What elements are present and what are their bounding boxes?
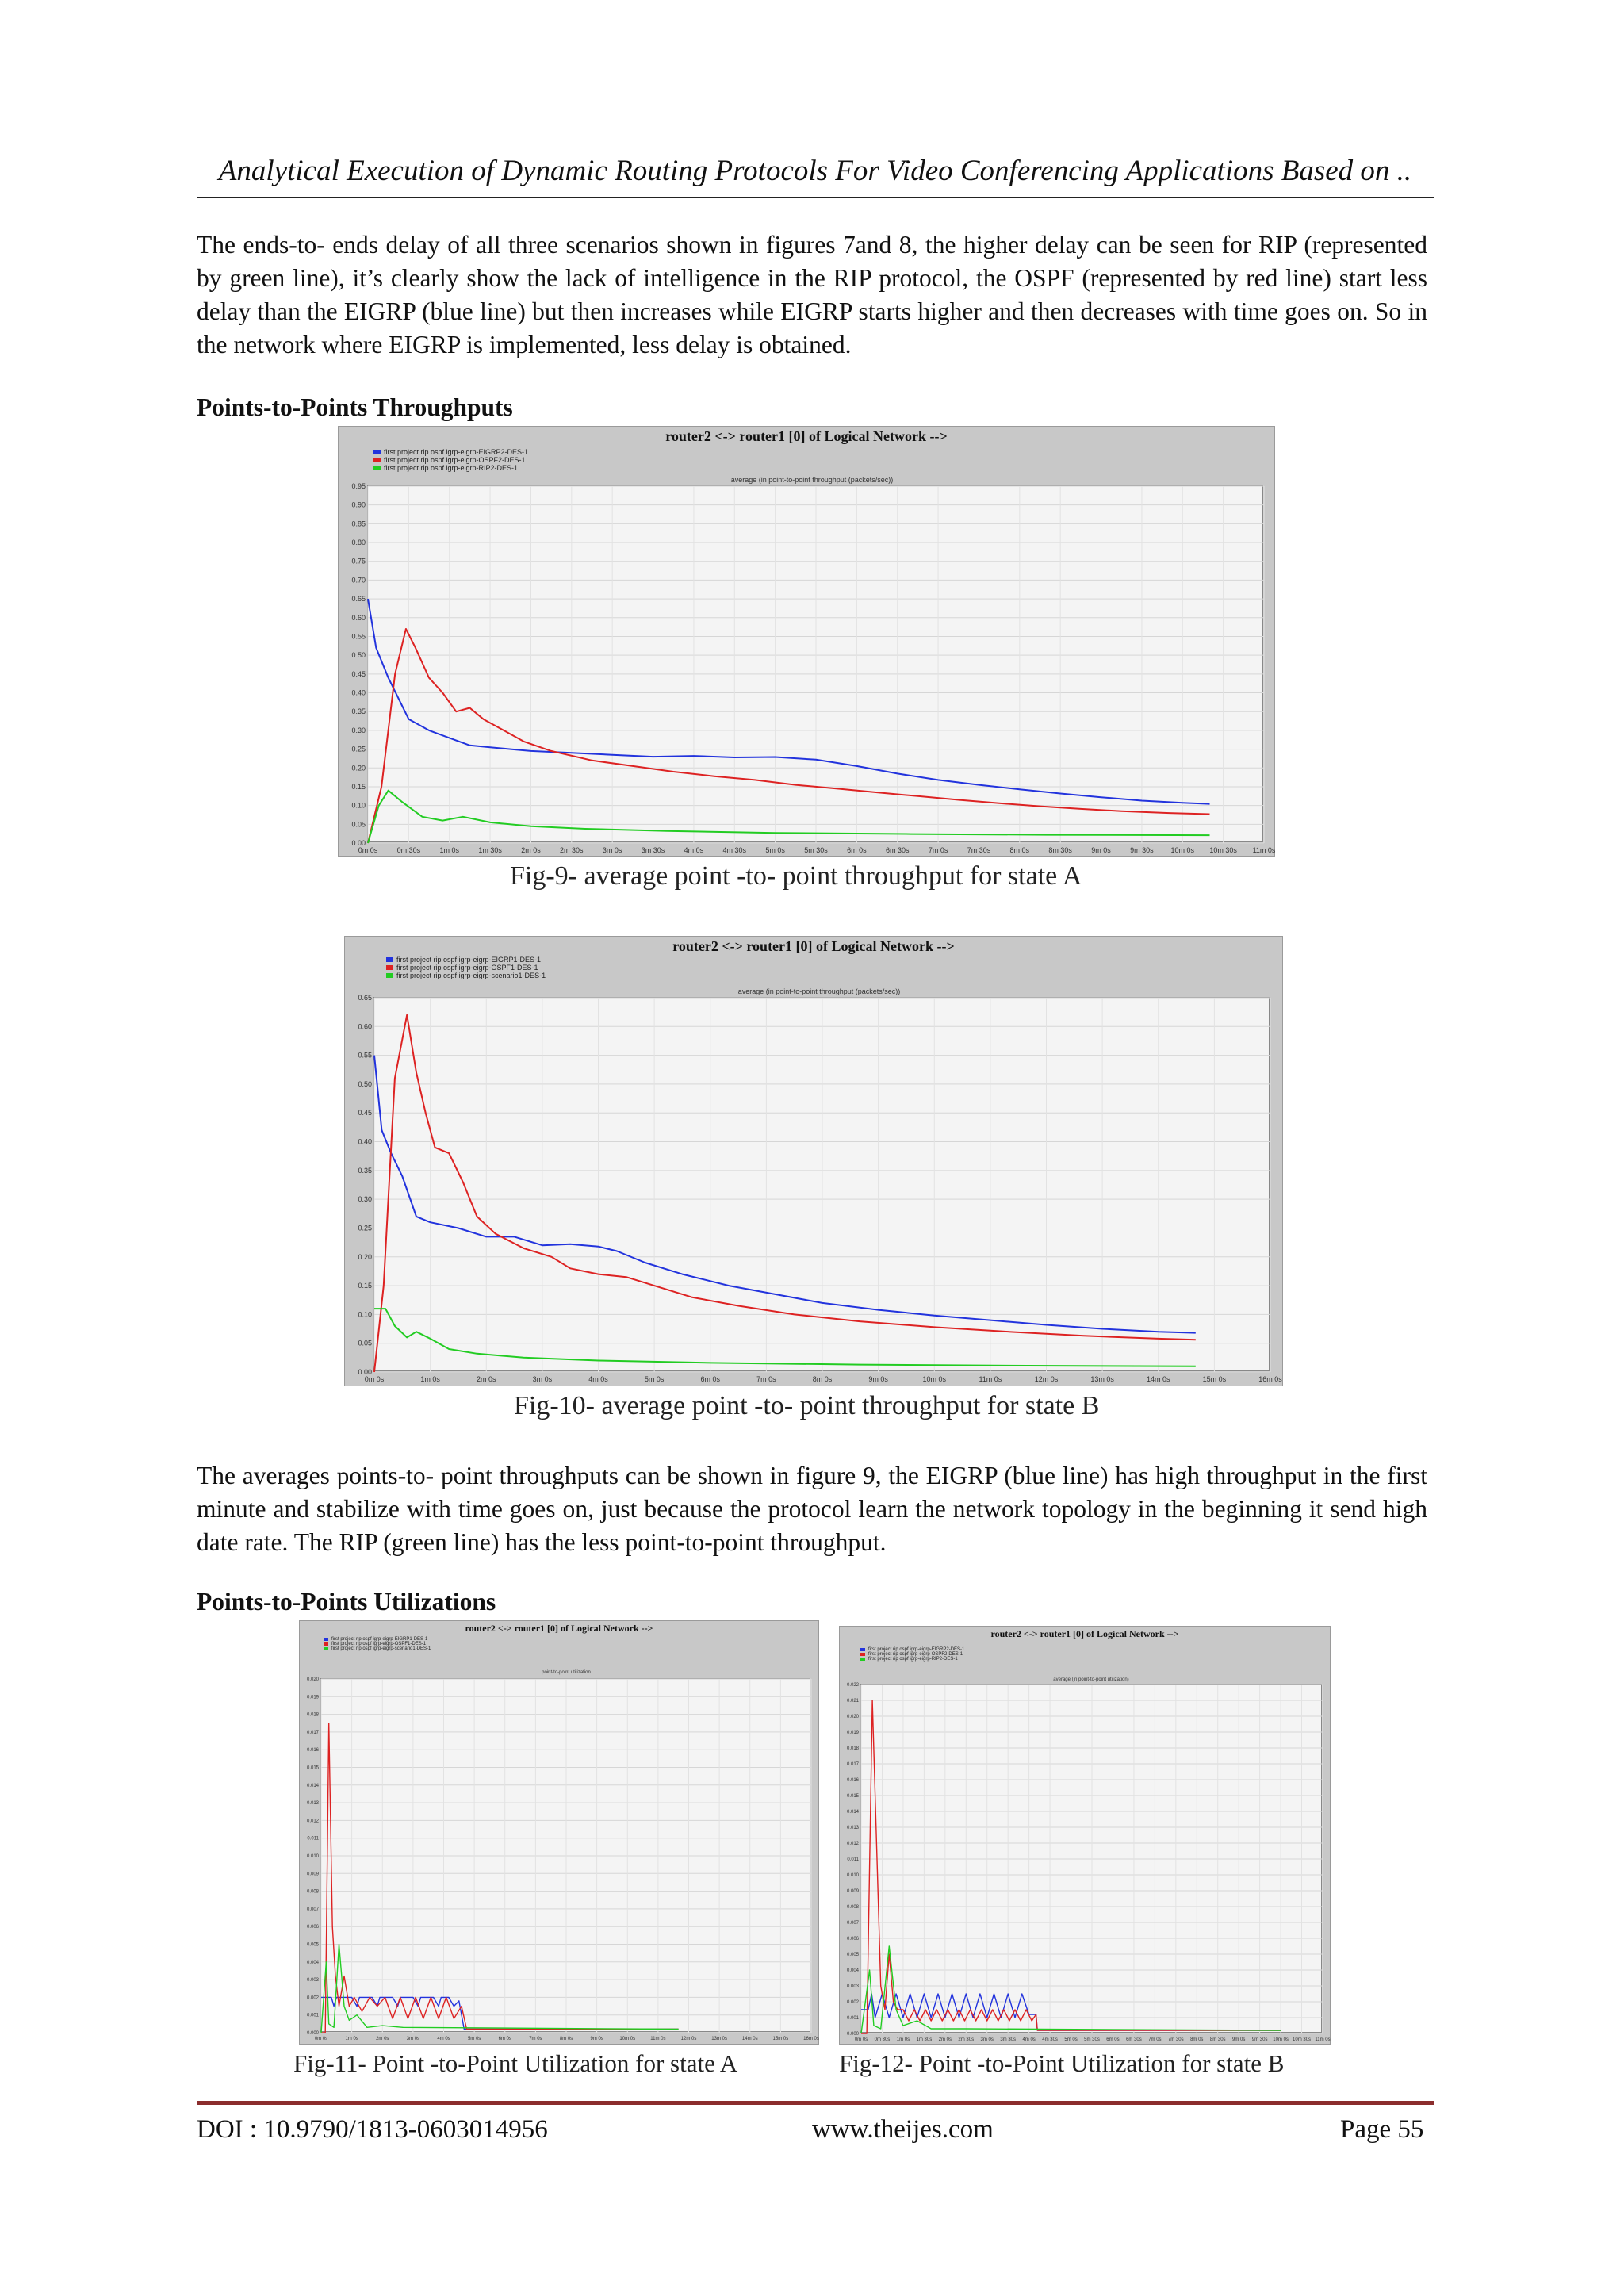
y-tick-label: 0.35 [351, 707, 366, 716]
y-tick-label: 0.60 [351, 613, 366, 622]
chart-title: router2 <-> router1 [0] of Logical Network --> [465, 1623, 653, 1634]
y-tick-label: 0.45 [351, 669, 366, 678]
x-tick-label: 3m 30s [641, 846, 665, 854]
chart-statistic: average (in point-to-point throughput (packets/sec)) [737, 987, 901, 995]
y-tick-label: 0.35 [358, 1166, 372, 1175]
y-tick-label: 0.05 [351, 820, 366, 829]
figure-11-chart [299, 1620, 819, 2045]
heading-utilizations: Points-to-Points Utilizations [197, 1588, 496, 1616]
legend-entry-rip: first project rip ospf igrp-eigrp-RIP2-DES-1 [373, 464, 528, 472]
y-tick-label: 0.006 [846, 1937, 859, 1941]
series-line-ospf [368, 629, 1210, 843]
footer-website[interactable]: www.theijes.com [812, 2115, 994, 2144]
x-tick-label: 5m 0s [467, 2037, 481, 2041]
y-tick-label: 0.005 [306, 1942, 319, 1948]
x-tick-label: 9m 0s [868, 1375, 888, 1383]
y-tick-label: 0.002 [306, 1995, 319, 2001]
x-tick-label: 8m 30s [1209, 2037, 1226, 2042]
figure-12-chart [839, 1626, 1331, 2045]
y-tick-label: 0.008 [846, 1905, 859, 1910]
x-tick-label: 6m 30s [885, 846, 910, 854]
x-tick-label: 2m 0s [938, 2037, 952, 2042]
series-line-eigrp [368, 599, 1210, 804]
x-tick-label: 4m 0s [1022, 2037, 1036, 2042]
y-tick-label: 0.003 [846, 1984, 859, 1989]
y-tick-label: 0.10 [358, 1310, 372, 1319]
plot-area [351, 482, 1276, 854]
x-tick-label: 6m 0s [700, 1375, 721, 1383]
x-tick-label: 5m 0s [644, 1375, 665, 1383]
y-tick-label: 0.004 [306, 1960, 319, 1965]
x-tick-label: 7m 0s [529, 2037, 542, 2041]
y-tick-label: 0.004 [846, 1968, 859, 1973]
x-tick-label: 11m 0s [979, 1375, 1002, 1383]
x-tick-label: 2m 30s [560, 846, 584, 854]
x-tick-label: 16m 0s [803, 2037, 819, 2041]
y-tick-label: 0.40 [358, 1137, 372, 1146]
x-tick-label: 6m 0s [498, 2037, 511, 2041]
plot-svg [306, 1677, 819, 2041]
paragraph-throughput: The averages points-to- point throughputs can be shown in figure 9, the EIGRP (blue line) has high throughput in the first minute and stabilize with time goes on, just because the protocol learn the network topology in the beginning it send high date rate. The RIP (green line) has the less point-to-point throughput. [197, 1462, 1427, 1556]
footer-rule [197, 2101, 1434, 2105]
x-tick-label: 15m 0s [1202, 1375, 1227, 1383]
x-tick-label: 6m 0s [847, 846, 867, 854]
plot-area [846, 1683, 1331, 2042]
x-tick-label: 1m 0s [896, 2037, 910, 2042]
plot-area [306, 1677, 819, 2041]
y-tick-label: 0.017 [846, 1762, 859, 1767]
x-tick-label: 3m 0s [532, 1375, 553, 1383]
y-tick-label: 0.00 [358, 1368, 372, 1376]
y-tick-label: 0.25 [358, 1224, 372, 1232]
x-tick-label: 15m 0s [772, 2037, 789, 2041]
x-tick-label: 5m 30s [804, 846, 828, 854]
x-tick-label: 0m 0s [854, 2037, 868, 2042]
y-tick-label: 0.020 [846, 1715, 859, 1719]
x-tick-label: 3m 0s [980, 2037, 994, 2042]
x-tick-label: 0m 30s [874, 2037, 891, 2042]
y-tick-label: 0.013 [306, 1801, 319, 1807]
y-tick-label: 0.018 [306, 1712, 319, 1718]
y-tick-label: 0.000 [306, 2031, 319, 2036]
series-line-rip [321, 1945, 679, 2033]
y-tick-label: 0.016 [846, 1778, 859, 1783]
plot-svg [846, 1683, 1331, 2042]
x-tick-label: 10m 0s [619, 2037, 636, 2041]
chart-statistic: point-to-point utilization [542, 1670, 591, 1675]
y-tick-label: 0.009 [846, 1889, 859, 1894]
chart-statistic: average (in point-to-point utilization) [1053, 1677, 1129, 1682]
y-tick-label: 0.019 [846, 1731, 859, 1735]
y-tick-label: 0.011 [307, 1836, 319, 1842]
y-tick-label: 0.007 [846, 1921, 859, 1926]
x-tick-label: 4m 0s [437, 2037, 450, 2041]
chart-legend [324, 1637, 431, 1651]
legend-entry-ospf: first project rip ospf igrp-eigrp-OSPF1-DES-1 [386, 964, 546, 972]
legend-entry-eigrp: first project rip ospf igrp-eigrp-EIGRP2-DES-1 [373, 448, 528, 456]
series-line-rip [374, 1309, 1196, 1366]
x-tick-label: 9m 30s [1251, 2037, 1268, 2042]
y-tick-label: 0.013 [846, 1826, 859, 1830]
chart-statistic: average (in point-to-point throughput (packets/sec)) [730, 476, 894, 484]
x-tick-label: 2m 30s [958, 2037, 975, 2042]
series-line-eigrp [374, 1056, 1196, 1333]
x-tick-label: 8m 30s [1048, 846, 1072, 854]
x-tick-label: 12m 0s [1034, 1375, 1059, 1383]
y-tick-label: 0.018 [846, 1746, 859, 1751]
series-line-ospf [374, 1015, 1196, 1372]
chart-title: router2 <-> router1 [0] of Logical Network --> [672, 938, 955, 954]
x-tick-label: 1m 30s [478, 846, 502, 854]
y-tick-label: 0.010 [846, 1873, 859, 1878]
y-tick-label: 0.30 [358, 1195, 372, 1204]
y-tick-label: 0.55 [358, 1051, 372, 1060]
y-tick-label: 0.014 [846, 1810, 859, 1815]
x-tick-label: 9m 0s [590, 2037, 603, 2041]
legend-entry-eigrp: first project rip ospf igrp-eigrp-EIGRP1-DES-1 [324, 1637, 431, 1642]
x-tick-label: 0m 30s [396, 846, 421, 854]
y-tick-label: 0.001 [846, 2016, 859, 2021]
y-tick-label: 0.45 [358, 1109, 372, 1117]
x-tick-label: 11m 0s [1252, 846, 1276, 854]
x-tick-label: 7m 0s [1148, 2037, 1162, 2042]
figure-11-caption: Fig-11- Point -to-Point Utilization for state A [293, 2049, 738, 2077]
y-tick-label: 0.008 [306, 1889, 319, 1895]
y-tick-label: 0.75 [351, 557, 366, 565]
x-tick-label: 10m 30s [1209, 846, 1237, 854]
x-tick-label: 2m 0s [521, 846, 541, 854]
y-tick-label: 0.95 [351, 482, 366, 490]
x-tick-label: 7m 30s [1167, 2037, 1184, 2042]
y-tick-label: 0.15 [351, 782, 366, 791]
x-tick-label: 10m 0s [1170, 846, 1195, 854]
y-tick-label: 0.014 [306, 1783, 319, 1788]
x-tick-label: 11m 0s [1315, 2037, 1331, 2042]
x-tick-label: 10m 0s [922, 1375, 947, 1383]
x-tick-label: 12m 0s [680, 2037, 697, 2041]
y-tick-label: 0.011 [847, 1857, 859, 1862]
y-tick-label: 0.002 [846, 2000, 859, 2005]
x-tick-label: 4m 0s [588, 1375, 608, 1383]
y-tick-label: 0.006 [306, 1925, 319, 1930]
x-tick-label: 4m 30s [1042, 2037, 1058, 2042]
y-tick-label: 0.016 [306, 1748, 319, 1754]
y-tick-label: 0.10 [351, 801, 366, 810]
y-tick-label: 0.20 [351, 764, 366, 772]
figure-10-caption: Fig-10- average point -to- point throughput for state B [514, 1391, 1100, 1420]
x-tick-label: 2m 0s [376, 2037, 389, 2041]
x-tick-label: 0m 0s [364, 1375, 385, 1383]
x-tick-label: 6m 0s [1106, 2037, 1120, 2042]
legend-entry-eigrp: first project rip ospf igrp-eigrp-EIGRP1-DES-1 [386, 956, 546, 964]
y-tick-label: 0.60 [358, 1022, 372, 1031]
x-tick-label: 0m 0s [314, 2037, 328, 2041]
legend-entry-rip: first project rip ospf igrp-eigrp-RIP2-DES-1 [860, 1657, 964, 1662]
y-tick-label: 0.85 [351, 519, 366, 528]
y-tick-label: 0.009 [306, 1872, 319, 1877]
x-tick-label: 4m 30s [722, 846, 747, 854]
y-tick-label: 0.20 [358, 1252, 372, 1261]
y-tick-label: 0.50 [358, 1079, 372, 1088]
x-tick-label: 13m 0s [711, 2037, 727, 2041]
legend-entry-ospf: first project rip ospf igrp-eigrp-OSPF1-DES-1 [324, 1642, 431, 1646]
plot-svg [358, 994, 1282, 1383]
chart-title: router2 <-> router1 [0] of Logical Network --> [990, 1628, 1179, 1639]
y-tick-label: 0.65 [358, 994, 372, 1002]
figure-9-chart [338, 426, 1275, 857]
series-line-eigrp [321, 1997, 679, 2029]
y-tick-label: 0.012 [846, 1842, 859, 1846]
y-tick-label: 0.05 [358, 1339, 372, 1347]
x-tick-label: 8m 0s [812, 1375, 833, 1383]
x-tick-label: 2m 0s [476, 1375, 496, 1383]
y-tick-label: 0.80 [351, 539, 366, 547]
y-tick-label: 0.021 [846, 1699, 859, 1704]
footer-page-number: Page 55 [1340, 2115, 1424, 2144]
legend-entry-rip: first project rip ospf igrp-eigrp-scenario1-DES-1 [386, 972, 546, 979]
x-tick-label: 1m 30s [916, 2037, 933, 2042]
x-tick-label: 8m 0s [1009, 846, 1030, 854]
chart-title: router2 <-> router1 [0] of Logical Network --> [665, 428, 948, 444]
x-tick-label: 6m 30s [1126, 2037, 1142, 2042]
x-tick-label: 5m 0s [1064, 2037, 1078, 2042]
paragraph-delay: The ends-to- ends delay of all three scenarios shown in figures 7and 8, the higher delay can be seen for RIP (represented by green line), it’s clearly show the lack of intelligence in the RIP protocol, the OSPF (represented by red line) start less delay than the EIGRP (blue line) but then increases while EIGRP starts higher and then decreases with time goes on. So in the network where EIGRP is implemented, less delay is obtained. [197, 231, 1427, 358]
y-tick-label: 0.000 [846, 2032, 859, 2037]
x-tick-label: 8m 0s [559, 2037, 573, 2041]
x-tick-label: 3m 0s [602, 846, 622, 854]
legend-entry-ospf: first project rip ospf igrp-eigrp-OSPF2-DES-1 [860, 1652, 964, 1657]
y-tick-label: 0.010 [306, 1854, 319, 1859]
chart-legend [860, 1647, 964, 1662]
y-tick-label: 0.003 [306, 1978, 319, 1984]
x-tick-label: 7m 0s [928, 846, 948, 854]
legend-entry-ospf: first project rip ospf igrp-eigrp-OSPF2-DES-1 [373, 456, 528, 464]
x-tick-label: 1m 0s [345, 2037, 358, 2041]
figure-12-caption: Fig-12- Point -to-Point Utilization for state B [839, 2049, 1285, 2077]
y-tick-label: 0.020 [306, 1677, 319, 1682]
y-tick-label: 0.55 [351, 632, 366, 641]
y-tick-label: 0.015 [306, 1765, 319, 1771]
y-tick-label: 0.90 [351, 500, 366, 509]
y-tick-label: 0.40 [351, 688, 366, 697]
x-tick-label: 0m 0s [358, 846, 378, 854]
figure-9-caption: Fig-9- average point -to- point throughput for state A [510, 861, 1082, 891]
footer-doi: DOI : 10.9790/1813-0603014956 [197, 2115, 548, 2144]
y-tick-label: 0.30 [351, 726, 366, 734]
y-tick-label: 0.15 [358, 1282, 372, 1290]
x-tick-label: 5m 30s [1084, 2037, 1100, 2042]
figure-10-chart [344, 936, 1283, 1386]
y-tick-label: 0.00 [351, 839, 366, 847]
y-tick-label: 0.50 [351, 651, 366, 660]
series-line-ospf [321, 1723, 679, 2033]
y-tick-label: 0.001 [306, 2013, 319, 2018]
x-tick-label: 7m 30s [967, 846, 991, 854]
x-tick-label: 7m 0s [756, 1375, 776, 1383]
chart-legend [373, 448, 528, 472]
x-tick-label: 1m 0s [439, 846, 459, 854]
x-tick-label: 14m 0s [1146, 1375, 1170, 1383]
x-tick-label: 10m 0s [1273, 2037, 1289, 2042]
plot-svg [351, 482, 1276, 854]
x-tick-label: 3m 0s [406, 2037, 420, 2041]
x-tick-label: 5m 0s [765, 846, 785, 854]
heading-throughputs: Points-to-Points Throughputs [197, 393, 513, 421]
y-tick-label: 0.005 [846, 1953, 859, 1957]
legend-entry-rip: first project rip ospf igrp-eigrp-scenario1-DES-1 [324, 1646, 431, 1651]
x-tick-label: 9m 0s [1091, 846, 1111, 854]
y-tick-label: 0.012 [306, 1819, 319, 1824]
y-tick-label: 0.015 [846, 1794, 859, 1799]
x-tick-label: 11m 0s [650, 2037, 666, 2041]
y-tick-label: 0.25 [351, 745, 366, 753]
y-tick-label: 0.022 [846, 1683, 859, 1688]
x-tick-label: 4m 0s [684, 846, 704, 854]
x-tick-label: 14m 0s [741, 2037, 758, 2041]
x-tick-label: 9m 0s [1232, 2037, 1246, 2042]
series-line-rip [368, 791, 1210, 843]
y-tick-label: 0.017 [306, 1730, 319, 1735]
x-tick-label: 10m 30s [1293, 2037, 1312, 2042]
y-tick-label: 0.019 [306, 1695, 319, 1700]
running-header: Analytical Execution of Dynamic Routing Protocols For Video Conferencing Applications Based on .. [197, 151, 1434, 198]
y-tick-label: 0.70 [351, 576, 366, 585]
x-tick-label: 8m 0s [1190, 2037, 1204, 2042]
x-tick-label: 3m 30s [1000, 2037, 1017, 2042]
x-tick-label: 13m 0s [1090, 1375, 1114, 1383]
legend-entry-eigrp: first project rip ospf igrp-eigrp-EIGRP2-DES-1 [860, 1647, 964, 1652]
chart-legend [386, 956, 546, 979]
x-tick-label: 9m 30s [1130, 846, 1154, 854]
plot-area [358, 994, 1282, 1383]
x-tick-label: 1m 0s [420, 1375, 440, 1383]
y-tick-label: 0.65 [351, 595, 366, 604]
x-tick-label: 16m 0s [1258, 1375, 1282, 1383]
y-tick-label: 0.007 [306, 1907, 319, 1912]
